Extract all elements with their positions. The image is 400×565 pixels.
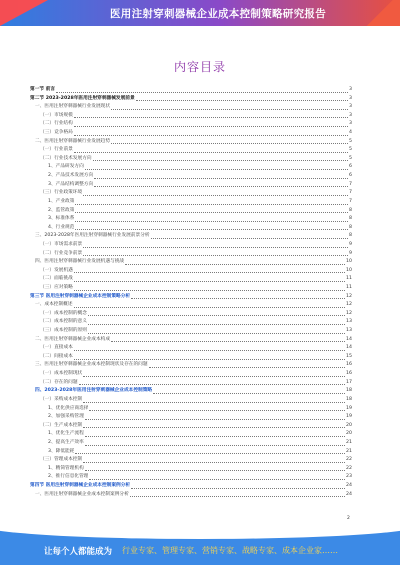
toc-entry-page: 23	[346, 474, 352, 480]
toc-entry-title: （一）成本控制的概念	[40, 310, 87, 316]
toc-dot-leader	[85, 169, 348, 170]
toc-entry-title: （二）存在的问题	[40, 379, 78, 385]
toc-entry-title: （三）应对策略	[40, 285, 73, 290]
toc-entry-page: 7	[349, 198, 352, 204]
toc-dot-leader	[74, 307, 346, 308]
toc-entry-page: 7	[349, 190, 352, 196]
toc-entry[interactable]	[30, 112, 352, 121]
toc-dot-leader	[75, 212, 348, 213]
toc-entry[interactable]	[30, 103, 352, 112]
toc-entry[interactable]	[30, 86, 352, 95]
toc-entry-page: 10	[346, 267, 352, 273]
toc-entry[interactable]	[30, 448, 352, 457]
toc-entry-title: 3、产品结构调整方向	[48, 181, 94, 187]
toc-entry-title: 1、优化生产流程	[48, 431, 84, 437]
toc-entry-page: 16	[346, 362, 352, 368]
toc-entry[interactable]	[30, 482, 352, 491]
toc-entry[interactable]	[30, 155, 352, 164]
toc-entry-title: 四、医用注射穿刺器械行业发展机遇与挑战	[35, 259, 125, 265]
toc-entry[interactable]	[30, 258, 352, 267]
toc-dot-leader	[111, 143, 348, 144]
toc-entry-page: 21	[346, 439, 352, 445]
toc-entry[interactable]	[30, 293, 352, 302]
toc-entry-title: （三）竞争格局	[40, 130, 73, 136]
toc-entry-title: 二、医用注射穿刺器械行业发展趋势	[35, 138, 111, 144]
toc-entry-page: 9	[349, 241, 352, 247]
toc-entry-page: 6	[349, 173, 352, 179]
toc-dot-leader	[75, 221, 348, 222]
toc-entry-page: 12	[346, 293, 352, 299]
toc-entry[interactable]	[30, 379, 352, 388]
footer-wave-decoration	[0, 525, 400, 539]
toc-entry[interactable]	[30, 224, 352, 233]
toc-entry-title: （一）市场规模	[40, 112, 73, 118]
toc-entry-page: 5	[349, 147, 352, 153]
toc-entry-title: （二）行业结构	[40, 121, 73, 127]
toc-entry-page: 4	[349, 130, 352, 136]
toc-entry-page: 12	[346, 302, 352, 308]
toc-entry[interactable]	[30, 120, 352, 129]
toc-entry-title: （一）直接成本	[40, 345, 73, 351]
toc-entry-page: 10	[346, 259, 352, 265]
toc-entry-page: 3	[349, 112, 352, 118]
toc-entry-title: 第三节 医用注射穿刺器械企业成本控制策略分析	[30, 293, 131, 299]
report-header-banner	[0, 0, 400, 26]
toc-dot-leader	[83, 195, 348, 196]
toc-entry-page: 3	[349, 121, 352, 127]
toc-entry-page: 12	[346, 310, 352, 316]
toc-entry-title: （二）行业技术发展方向	[40, 155, 92, 161]
toc-dot-leader	[74, 359, 345, 360]
page-number: 2	[347, 516, 350, 521]
toc-entry-title: 1、产品研发方向	[48, 164, 84, 170]
toc-entry-page: 22	[346, 465, 352, 471]
toc-entry-title: 一、医用注射穿刺器械企业成本控制案例分析	[35, 491, 129, 497]
toc-entry-page: 8	[349, 224, 352, 230]
toc-entry-page: 5	[349, 138, 352, 144]
toc-dot-leader	[83, 427, 345, 428]
toc-entry-page: 11	[346, 276, 352, 282]
toc-entry[interactable]	[30, 129, 352, 138]
toc-dot-leader	[74, 350, 345, 351]
toc-dot-leader	[85, 470, 345, 471]
toc-dot-leader	[74, 281, 345, 282]
toc-entry-title: 一、医用注射穿刺器械行业发展现状	[35, 104, 111, 110]
toc-dot-leader	[83, 255, 348, 256]
toc-dot-leader	[111, 109, 348, 110]
toc-entry-page: 13	[346, 328, 352, 334]
toc-entry[interactable]	[30, 353, 352, 362]
toc-entry[interactable]	[30, 95, 352, 104]
toc-entry[interactable]	[30, 362, 352, 371]
toc-entry[interactable]	[30, 198, 352, 207]
toc-dot-leader	[85, 445, 345, 446]
toc-entry-title: 第一节 前言	[30, 86, 56, 92]
toc-entry-title: （一）采购成本控制	[40, 396, 83, 402]
toc-entry[interactable]	[30, 405, 352, 414]
toc-dot-leader	[136, 100, 348, 101]
toc-entry-title: （三）成本控制的原则	[40, 328, 87, 334]
footer-slogan: 让每个人都能成为	[44, 547, 113, 557]
toc-entry-title: 三、2023-2028年医用注射穿刺器械行业发展前景分析	[35, 233, 150, 239]
toc-entry-title: （二）间接成本	[40, 353, 73, 359]
toc-entry-page: 16	[346, 371, 352, 377]
toc-dot-leader	[131, 298, 345, 299]
toc-entry[interactable]	[30, 318, 352, 327]
toc-entry[interactable]	[30, 267, 352, 276]
toc-entry[interactable]	[30, 344, 352, 353]
toc-dot-leader	[125, 264, 345, 265]
toc-dot-leader	[56, 92, 348, 93]
toc-entry-title: 二、医用注射穿刺器械企业成本构成	[35, 336, 111, 342]
toc-dot-leader	[153, 393, 345, 394]
toc-entry[interactable]	[30, 422, 352, 431]
toc-entry-page: 13	[346, 319, 352, 325]
toc-dot-leader	[74, 272, 345, 273]
toc-entry-title: （二）生产成本控制	[40, 422, 83, 428]
toc-entry-title: 一、成本控制概述	[35, 302, 73, 308]
toc-entry[interactable]	[30, 284, 352, 293]
toc-entry-page: 11	[346, 285, 352, 290]
toc-entry[interactable]	[30, 310, 352, 319]
toc-entry-title: 1、优化供应商选择	[48, 405, 89, 411]
toc-entry[interactable]	[30, 215, 352, 224]
toc-entry-title: 三、医用注射穿刺器械企业成本控制现状及存在的问题	[35, 362, 148, 368]
report-title: 医用注射穿刺器械企业成本控制策略研究报告	[110, 8, 326, 20]
toc-entry[interactable]	[30, 430, 352, 439]
toc-dot-leader	[83, 247, 348, 248]
toc-entry-page: 19	[346, 414, 352, 420]
toc-dot-leader	[85, 419, 345, 420]
toc-entry-title: 2、加强采购管理	[48, 414, 84, 420]
toc-entry[interactable]	[30, 439, 352, 448]
toc-dot-leader	[74, 135, 348, 136]
toc-entry-title: 2、提高生产效率	[48, 439, 84, 445]
toc-dot-leader	[75, 453, 345, 454]
toc-entry[interactable]	[30, 456, 352, 465]
toc-dot-leader	[149, 367, 346, 368]
toc-entry-title: 2、监管政策	[48, 207, 75, 213]
toc-entry[interactable]	[30, 138, 352, 147]
toc-dot-leader	[94, 186, 348, 187]
toc-dot-leader	[83, 402, 345, 403]
toc-dot-leader	[75, 229, 348, 230]
toc-entry-page: 3	[349, 104, 352, 110]
toc-entry[interactable]	[30, 336, 352, 345]
toc-entry[interactable]	[30, 327, 352, 336]
toc-dot-leader	[89, 479, 345, 480]
toc-entry-page: 21	[346, 448, 352, 454]
toc-dot-leader	[88, 333, 345, 334]
toc-dot-leader	[74, 117, 348, 118]
toc-entry[interactable]	[30, 491, 352, 500]
toc-entry-title: （二）面临挑战	[40, 276, 73, 282]
toc-entry[interactable]	[30, 275, 352, 284]
toc-entry[interactable]	[30, 163, 352, 172]
toc-entry[interactable]	[30, 465, 352, 474]
toc-entry-page: 20	[346, 431, 352, 437]
toc-dot-leader	[79, 384, 346, 385]
toc-entry-title: （一）成本控制现状	[40, 371, 83, 377]
toc-entry[interactable]	[30, 413, 352, 422]
toc-entry-title: 1、产业政策	[48, 198, 75, 204]
toc-entry-page: 14	[346, 345, 352, 351]
toc-entry-title: 第二节 2023-2028年医用注射穿刺器械发展前景	[30, 95, 135, 101]
toc-entry-title: 2、推行信息化管理	[48, 474, 89, 480]
toc-dot-leader	[130, 496, 345, 497]
header-decoration-right	[360, 0, 400, 26]
toc-entry[interactable]	[30, 232, 352, 241]
toc-dot-leader	[151, 238, 348, 239]
toc-entry[interactable]	[30, 250, 352, 259]
toc-entry-page: 3	[349, 86, 352, 92]
footer-banner	[0, 525, 400, 565]
toc-entry-title: 3、降低能耗	[48, 448, 75, 454]
toc-dot-leader	[83, 462, 345, 463]
toc-entry[interactable]	[30, 207, 352, 216]
toc-entry-title: 4、行业规范	[48, 224, 75, 230]
toc-entry-page: 24	[346, 483, 352, 489]
toc-entry-page: 20	[346, 422, 352, 428]
toc-entry[interactable]	[30, 146, 352, 155]
toc-entry-title: （三）管理成本控制	[40, 457, 83, 463]
footer-roles: 行业专家、管理专家、营销专家、战略专家、成本企业家……	[122, 546, 338, 555]
toc-entry-page: 8	[349, 216, 352, 222]
toc-dot-leader	[131, 488, 345, 489]
toc-entry-title: 四、2023-2028年医用注射穿刺器械企业成本控制策略	[35, 388, 153, 394]
toc-entry-page: 15	[346, 353, 352, 359]
toc-entry-title: （一）发展机遇	[40, 267, 73, 273]
toc-entry-page: 18	[346, 388, 352, 394]
toc-entry[interactable]	[30, 370, 352, 379]
toc-entry-title: 第四节 医用注射穿刺器械企业成本控制案例分析	[30, 483, 131, 489]
toc-dot-leader	[85, 436, 345, 437]
toc-entry-title: 3、标准体系	[48, 216, 75, 222]
toc-dot-leader	[111, 341, 345, 342]
toc-dot-leader	[74, 126, 348, 127]
toc-dot-leader	[74, 152, 348, 153]
toc-entry-page: 8	[349, 207, 352, 213]
toc-entry[interactable]	[30, 396, 352, 405]
toc-entry-title: （三）行业政策环境	[40, 190, 83, 196]
toc-entry-title: 1、精简管理机构	[48, 465, 84, 471]
toc-entry-title: （一）市场需求前景	[40, 241, 83, 247]
toc-entry-page: 17	[346, 379, 352, 385]
toc-entry[interactable]	[30, 172, 352, 181]
toc-entry-page: 24	[346, 491, 352, 497]
toc-dot-leader	[88, 315, 345, 316]
toc-entry-page: 9	[349, 250, 352, 256]
toc-entry-page: 6	[349, 164, 352, 170]
toc-entry[interactable]	[30, 189, 352, 198]
toc-entry-page: 19	[346, 405, 352, 411]
header-decoration-left	[0, 0, 48, 26]
toc-heading: 内容目录	[173, 60, 226, 74]
toc-entry[interactable]	[30, 473, 352, 482]
table-of-contents	[30, 86, 352, 499]
toc-dot-leader	[74, 290, 345, 291]
toc-dot-leader	[89, 410, 345, 411]
toc-dot-leader	[94, 178, 348, 179]
toc-entry-title: （二）成本控制的意义	[40, 319, 87, 325]
toc-entry[interactable]	[30, 241, 352, 250]
toc-entry-page: 7	[349, 181, 352, 187]
toc-entry-page: 18	[346, 396, 352, 402]
toc-entry-page: 3	[349, 95, 352, 101]
toc-dot-leader	[88, 324, 345, 325]
toc-entry-page: 8	[349, 233, 352, 239]
toc-entry[interactable]	[30, 301, 352, 310]
toc-entry-title: 2、产品技术发展方向	[48, 173, 94, 179]
toc-entry-title: （二）行业竞争前景	[40, 250, 83, 256]
toc-entry[interactable]	[30, 181, 352, 190]
toc-dot-leader	[93, 160, 348, 161]
toc-dot-leader	[75, 204, 348, 205]
toc-entry-title: （一）行业前景	[40, 147, 73, 153]
toc-entry-page: 22	[346, 457, 352, 463]
toc-entry[interactable]	[30, 387, 352, 396]
toc-dot-leader	[83, 376, 345, 377]
toc-entry-page: 14	[346, 336, 352, 342]
toc-entry-page: 5	[349, 155, 352, 161]
